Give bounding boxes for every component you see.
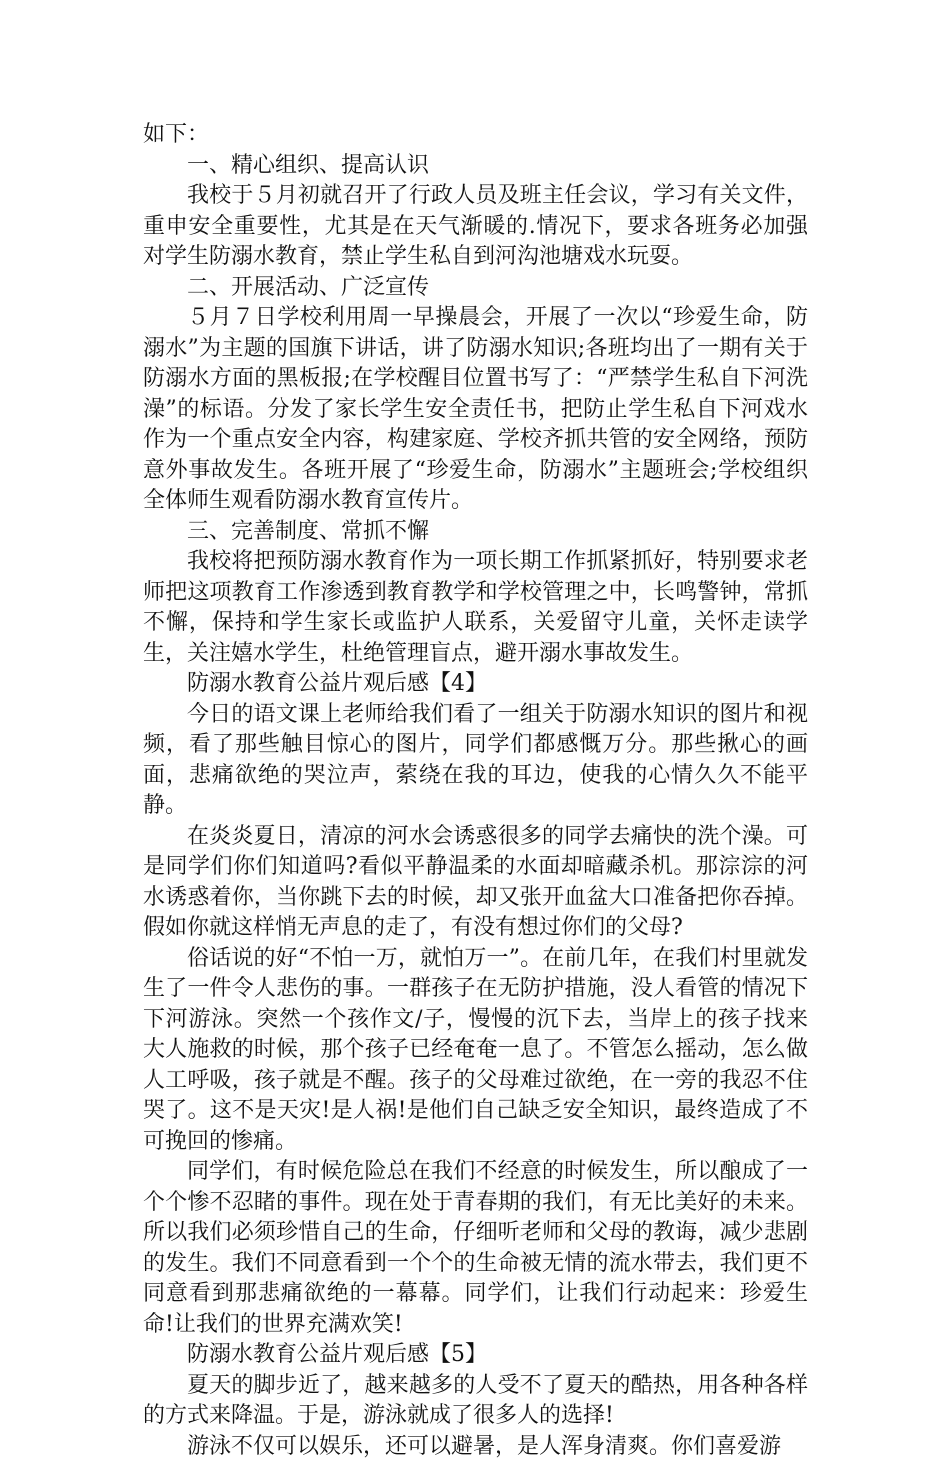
essay-title-4: 防溺水教育公益片观后感【4】 xyxy=(143,669,808,700)
section-heading-1: 一、精心组织、提高认识 xyxy=(143,151,808,182)
intro-line: 如下： xyxy=(143,120,808,151)
section-heading-3: 三、完善制度、常抓不懈 xyxy=(143,517,808,548)
body-paragraph: 游泳不仅可以娱乐，还可以避暑，是人浑身清爽。你们喜爱游 xyxy=(143,1432,808,1462)
body-paragraph: 在炎炎夏日，清凉的河水会诱惑很多的同学去痛快的洗个澡。可是同学们你们知道吗?看似平静温柔的水面却暗藏杀机。那淙淙的河水诱惑着你，当你跳下去的时候，却又张开血盆大口准备把你吞掉。假如你就这样悄无声息的走了，有没有想过你们的父母? xyxy=(143,822,808,944)
body-paragraph: 俗话说的好“不怕一万，就怕万一”。在前几年，在我们村里就发生了一件令人悲伤的事。一群孩子在无防护措施，没人看管的情况下下河游泳。突然一个孩作文/子，慢慢的沉下去，当岸上的孩子找来大人施救的时候，那个孩子已经奄奄一息了。不管怎么摇动，怎么做人工呼吸，孩子就是不醒。孩子的父母难过欲绝，在一旁的我忍不住哭了。这不是天灾!是人祸!是他们自己缺乏安全知识，最终造成了不可挽回的惨痛。 xyxy=(143,944,808,1158)
body-paragraph: 同学们，有时候危险总在我们不经意的时候发生，所以酿成了一个个惨不忍睹的事件。现在处于青春期的我们，有无比美好的未来。所以我们必须珍惜自己的生命，仔细听老师和父母的教诲，减少悲剧的发生。我们不同意看到一个个的生命被无情的流水带去，我们更不同意看到那悲痛欲绝的一幕幕。同学们，让我们行动起来：珍爱生命!让我们的世界充满欢笑! xyxy=(143,1157,808,1340)
section-heading-2: 二、开展活动、广泛宣传 xyxy=(143,273,808,304)
body-paragraph: 今日的语文课上老师给我们看了一组关于防溺水知识的图片和视频，看了那些触目惊心的图片，同学们都感慨万分。那些揪心的画面，悲痛欲绝的哭泣声，萦绕在我的耳边，使我的心情久久不能平静。 xyxy=(143,700,808,822)
essay-title-5: 防溺水教育公益片观后感【5】 xyxy=(143,1340,808,1371)
body-paragraph: ５月７日学校利用周一早操晨会，开展了一次以“珍爱生命，防溺水”为主题的国旗下讲话，讲了防溺水知识;各班均出了一期有关于防溺水方面的黑板报;在学校醒目位置书写了：“严禁学生私自下河洗澡”的标语。分发了家长学生安全责任书，把防止学生私自下河戏水作为一个重点安全内容，构建家庭、学校齐抓共管的安全网络，预防意外事故发生。各班开展了“珍爱生命，防溺水”主题班会;学校组织全体师生观看防溺水教育宣传片。 xyxy=(143,303,808,517)
body-paragraph: 夏天的脚步近了，越来越多的人受不了夏天的酷热，用各种各样的方式来降温。于是，游泳就成了很多人的选择! xyxy=(143,1371,808,1432)
document-page xyxy=(143,120,808,1462)
body-paragraph: 我校于５月初就召开了行政人员及班主任会议，学习有关文件，重申安全重要性，尤其是在天气渐暖的.情况下，要求各班务必加强对学生防溺水教育，禁止学生私自到河沟池塘戏水玩耍。 xyxy=(143,181,808,273)
body-paragraph: 我校将把预防溺水教育作为一项长期工作抓紧抓好，特别要求老师把这项教育工作渗透到教育教学和学校管理之中，长鸣警钟，常抓不懈，保持和学生家长或监护人联系，关爱留守儿童，关怀走读学生，关注嬉水学生，杜绝管理盲点，避开溺水事故发生。 xyxy=(143,547,808,669)
